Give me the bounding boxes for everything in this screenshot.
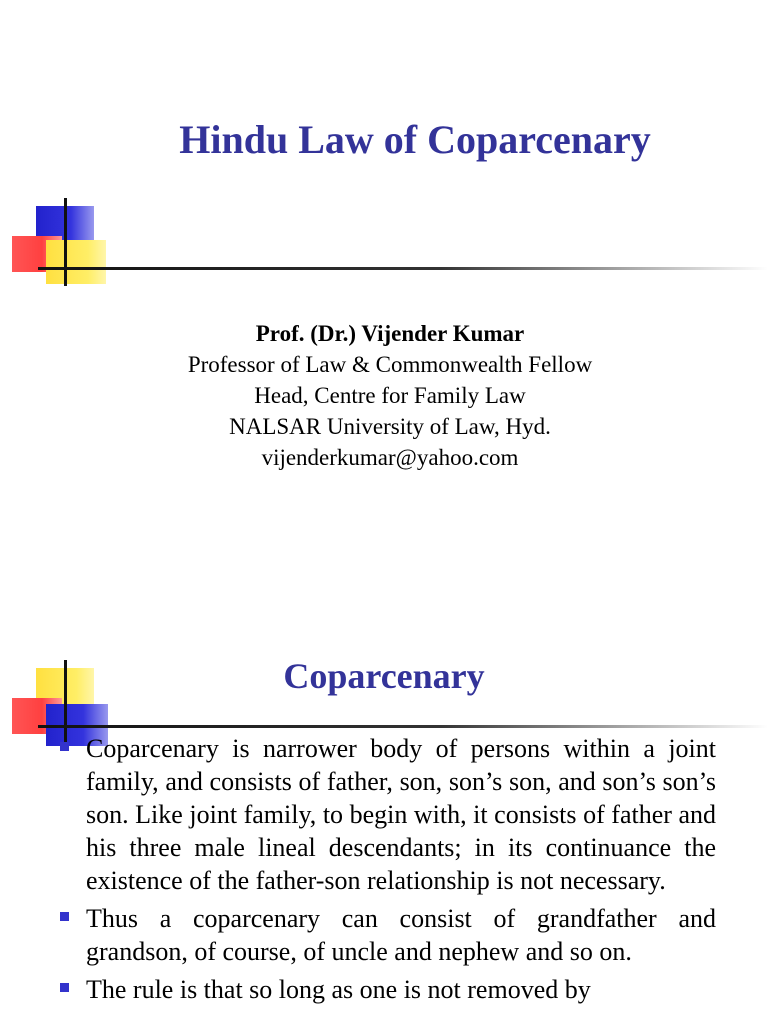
slide-title: Hindu Law of Coparcenary (179, 117, 651, 162)
decorative-squares-icon (0, 196, 768, 292)
author-block (0, 318, 768, 473)
vertical-rule (64, 198, 67, 286)
author-position: Professor of Law & Commonwealth Fellow (187, 352, 593, 377)
horizontal-rule (38, 725, 768, 728)
author-name: Prof. (Dr.) Vijender Kumar (255, 321, 525, 346)
bullet-text: Thus a coparcenary can consist of grandfather and grandson, of course, of uncle and nephew and so on. (86, 904, 716, 966)
slide-title: Coparcenary (283, 656, 485, 696)
square-bullet-icon (60, 742, 69, 751)
square-bullet-icon (60, 912, 69, 921)
yellow-square (46, 240, 106, 284)
bullet-item (60, 973, 716, 1006)
content-slide (0, 600, 768, 1024)
square-bullet-icon (60, 983, 69, 992)
horizontal-rule (38, 267, 768, 270)
bullet-text: Coparcenary is narrower body of persons within a joint family, and consists of father, son, son’s son, and son’s son’s son. Like joint family, to begin with, it consists of father and his three male lineal descendants; in its continuance the existence of the father-son relationship is not necessary. (86, 734, 716, 895)
author-department: Head, Centre for Family Law (254, 383, 526, 408)
author-institution: NALSAR University of Law, Hyd. (229, 414, 551, 439)
bullet-text: The rule is that so long as one is not removed by (86, 975, 591, 1004)
bullet-item (60, 902, 716, 968)
bullet-list (60, 732, 716, 1011)
bullet-item (60, 732, 716, 897)
author-email: vijenderkumar@yahoo.com (261, 445, 519, 470)
